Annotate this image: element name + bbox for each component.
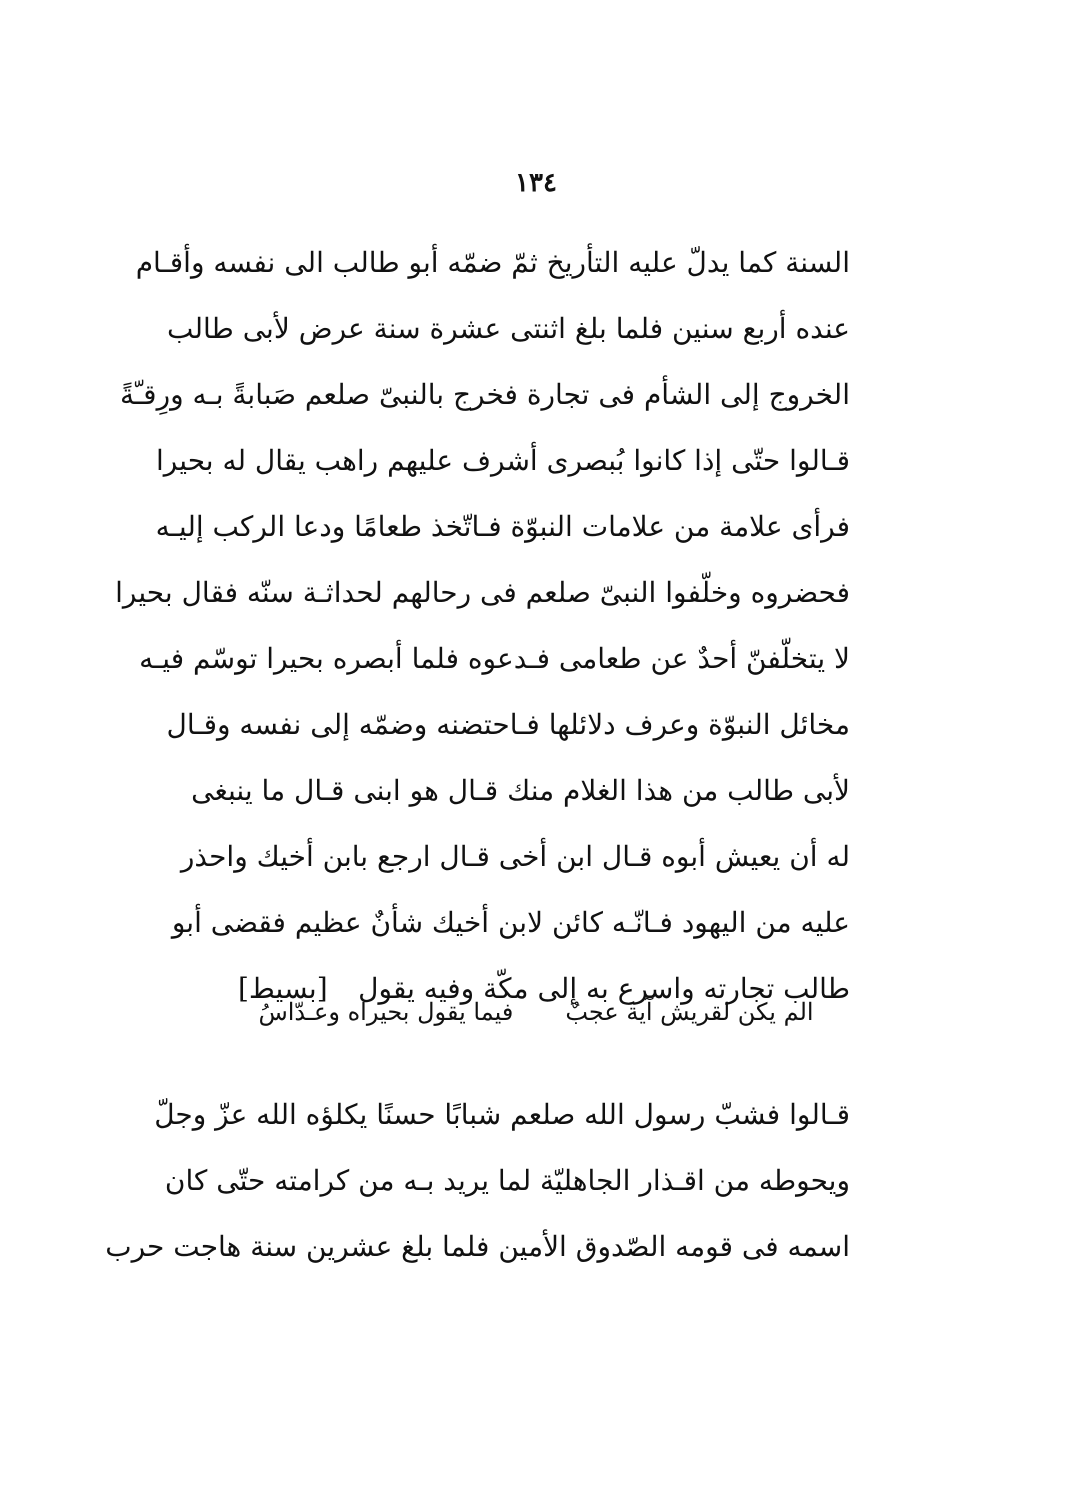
text-line: عليه من اليهود فـانّـه كائن لابن أخيك شأنٌ عظيم فقضى أبو bbox=[171, 906, 850, 939]
prose-block-2 bbox=[105, 1082, 850, 1280]
prose-block-1 bbox=[115, 230, 850, 1022]
text-line: اسمه فى قومه الصّدوق الأمين فلما بلغ عشرين سنة هاجت حرب bbox=[105, 1230, 850, 1263]
verse-hemistich-second: فيما يقول بحيرا‌ه وعـدّاسُ bbox=[258, 998, 514, 1026]
text-line: طالب تجارته واسرع به إلى مكّة وفيه يقول bbox=[358, 972, 850, 1005]
text-line: الخروج إلى الشأم فى تجارة فخرج بالنبىّ صلعم صَبابةً بـه ورِقـّةً bbox=[119, 378, 850, 411]
text-line: فرأى علامة من علامات النبوّة فـاتّخذ طعامًا ودعا الركب إليـه bbox=[155, 510, 850, 543]
text-line: مخائل النبوّة وعرف دلائلها فـاحتضنه وضمّه إلى نفسه وقـال bbox=[166, 708, 850, 741]
text-line: ويحوطه من اقـذار الجاهليّة لما يريد بـه من كرامته حتّى كان bbox=[164, 1164, 850, 1197]
text-line: له أن يعيش أبوه قـال ابن أخى قـال ارجع بابن أخيك واحذر bbox=[180, 840, 850, 873]
text-line: قـالوا حتّى إذا كانوا بُبصرى أشرف عليهم راهب يقال له بحيرا bbox=[156, 444, 850, 477]
text-line: قـالوا فشبّ رسول الله صلعم شبابًا حسنًا يكلؤه الله عزّ وجلّ bbox=[154, 1098, 850, 1131]
text-line: فحضروه وخلّفوا النبىّ صلعم فى رحالهم لحداثـة سنّه فقال بحيرا bbox=[115, 576, 850, 609]
poetry-verse bbox=[0, 992, 1072, 1032]
text-line: السنة كما يدلّ عليه التأريخ ثمّ ضمّه أبو طالب الى نفسه وأقـام bbox=[135, 246, 850, 279]
meter-label: [بسيط] bbox=[238, 972, 328, 1005]
text-line: لأبى طالب من هذا الغلام منك قـال هو ابنى قـال ما ينبغى bbox=[191, 774, 850, 807]
text-line: عنده أربع سنين فلما بلغ اثنتى عشرة سنة عرض لأبى طالب bbox=[166, 312, 850, 345]
verse-hemistich-first: الم يكن لقريش آية عجبٌ bbox=[565, 998, 814, 1026]
page-number: ١٣٤ bbox=[515, 168, 557, 198]
text-line: لا يتخلّفنّ أحدٌ عن طعامى فـدعوه فلما أبصره بحيرا توسّم فيـه bbox=[139, 642, 850, 675]
